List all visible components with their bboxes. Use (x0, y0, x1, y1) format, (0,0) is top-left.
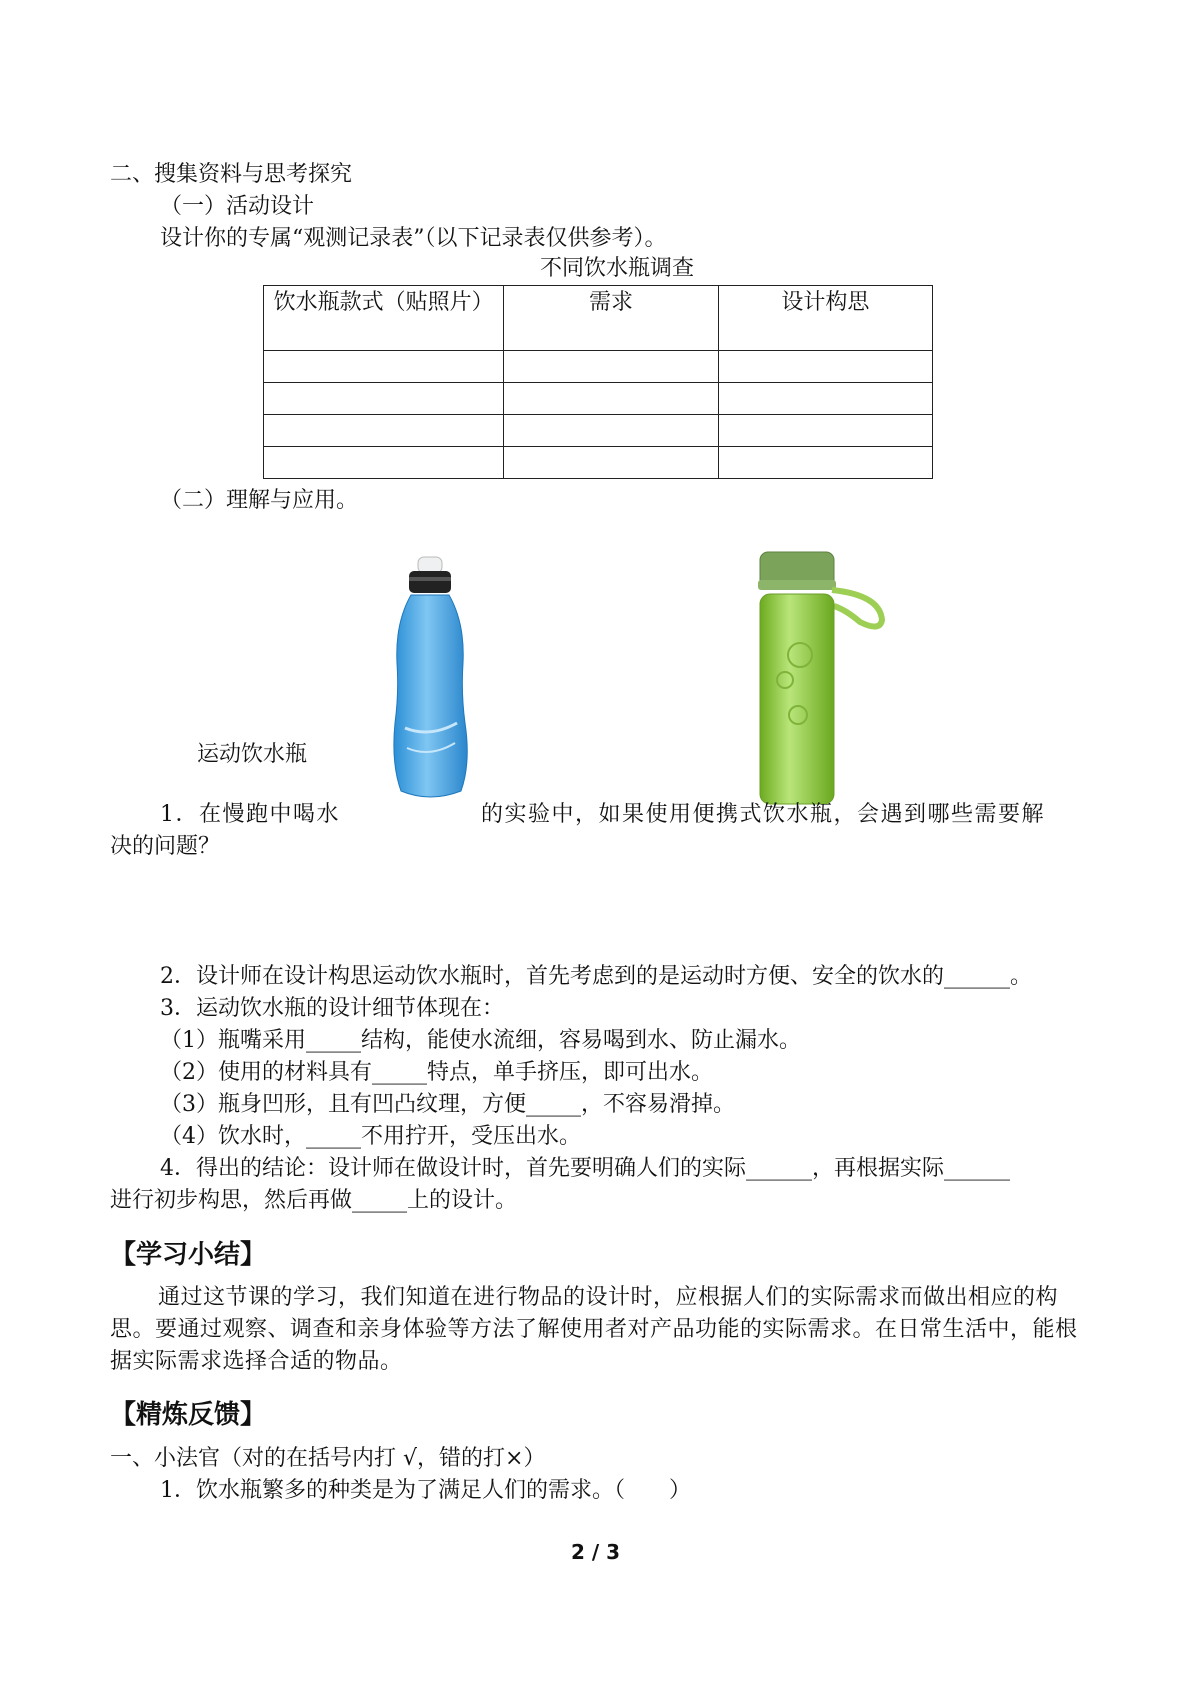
table-header-style: 饮水瓶款式（贴照片） (264, 286, 504, 351)
feedback-item-1: 1．饮水瓶繁多的种类是为了满足人们的需求。（ ） (160, 1478, 691, 1503)
section-title: 二、搜集资料与思考探究 (110, 162, 353, 187)
table-cell[interactable] (718, 351, 932, 383)
sport-bottle-image (385, 553, 475, 803)
table-title: 不同饮水瓶调查 (540, 256, 695, 281)
survey-table (263, 285, 933, 479)
table-cell[interactable] (504, 447, 718, 479)
subsection-activity-design: （一）活动设计 (160, 194, 315, 219)
question-1-line1: 1．在慢跑中喝水 的实验中，如果使用便携式饮水瓶，会遇到哪些需要解 (160, 802, 1045, 827)
question-1-line2: 决的问题？ (110, 834, 221, 859)
question-2: 2．设计师在设计构思运动饮水瓶时，首先考虑到的是运动时方便、安全的饮水的______。 (160, 964, 1032, 989)
subsection-understanding: （二）理解与应用。 (160, 488, 359, 513)
feedback-part-1: 一、小法官（对的在括号内打 √，错的打×） (110, 1446, 546, 1471)
feedback-heading: 【精炼反馈】 (110, 1400, 267, 1430)
green-bottle-image (740, 550, 890, 810)
table-cell[interactable] (718, 415, 932, 447)
summary-text: 通过这节课的学习，我们知道在进行物品的设计时，应根据人们的实际需求而做出相应的构思。要通过观察、调查和亲身体验等方法了解使用者对产品功能的实际需求。在日常生活中，能根据实际需求选择合适的物品。 (110, 1285, 1078, 1374)
table-cell[interactable] (504, 383, 718, 415)
table-cell[interactable] (264, 415, 504, 447)
table-cell[interactable] (264, 351, 504, 383)
question-4-line1: 4．得出的结论：设计师在做设计时，首先要明确人们的实际______，再根据实际______ (160, 1156, 1010, 1181)
table-cell[interactable] (264, 447, 504, 479)
table-cell[interactable] (504, 415, 718, 447)
table-header-need: 需求 (504, 286, 718, 351)
instruction-text: 设计你的专属“观测记录表”（以下记录表仅供参考）。 (160, 226, 667, 251)
table-cell[interactable] (718, 447, 932, 479)
question-3-1: （1）瓶嘴采用_____结构，能使水流细，容易喝到水、防止漏水。 (160, 1028, 801, 1053)
table-row (264, 383, 933, 415)
summary-heading: 【学习小结】 (110, 1240, 267, 1270)
table-row (264, 351, 933, 383)
question-3-4: （4）饮水时，_____不用拧开，受压出水。 (160, 1124, 581, 1149)
table-row (264, 415, 933, 447)
question-3-3: （3）瓶身凹形，且有凹凸纹理，方便_____，不容易滑掉。 (160, 1092, 735, 1117)
page-number: 2 / 3 (570, 1540, 621, 1564)
table-cell[interactable] (718, 383, 932, 415)
table-header-design: 设计构思 (718, 286, 932, 351)
question-4-line2: 进行初步构思，然后再做_____上的设计。 (110, 1188, 518, 1213)
question-3: 3．运动饮水瓶的设计细节体现在： (160, 996, 504, 1021)
table-cell[interactable] (264, 383, 504, 415)
table-cell[interactable] (504, 351, 718, 383)
sport-bottle-label: 运动饮水瓶 (197, 742, 308, 767)
question-3-2: （2）使用的材料具有_____特点，单手挤压，即可出水。 (160, 1060, 713, 1085)
table-row (264, 447, 933, 479)
